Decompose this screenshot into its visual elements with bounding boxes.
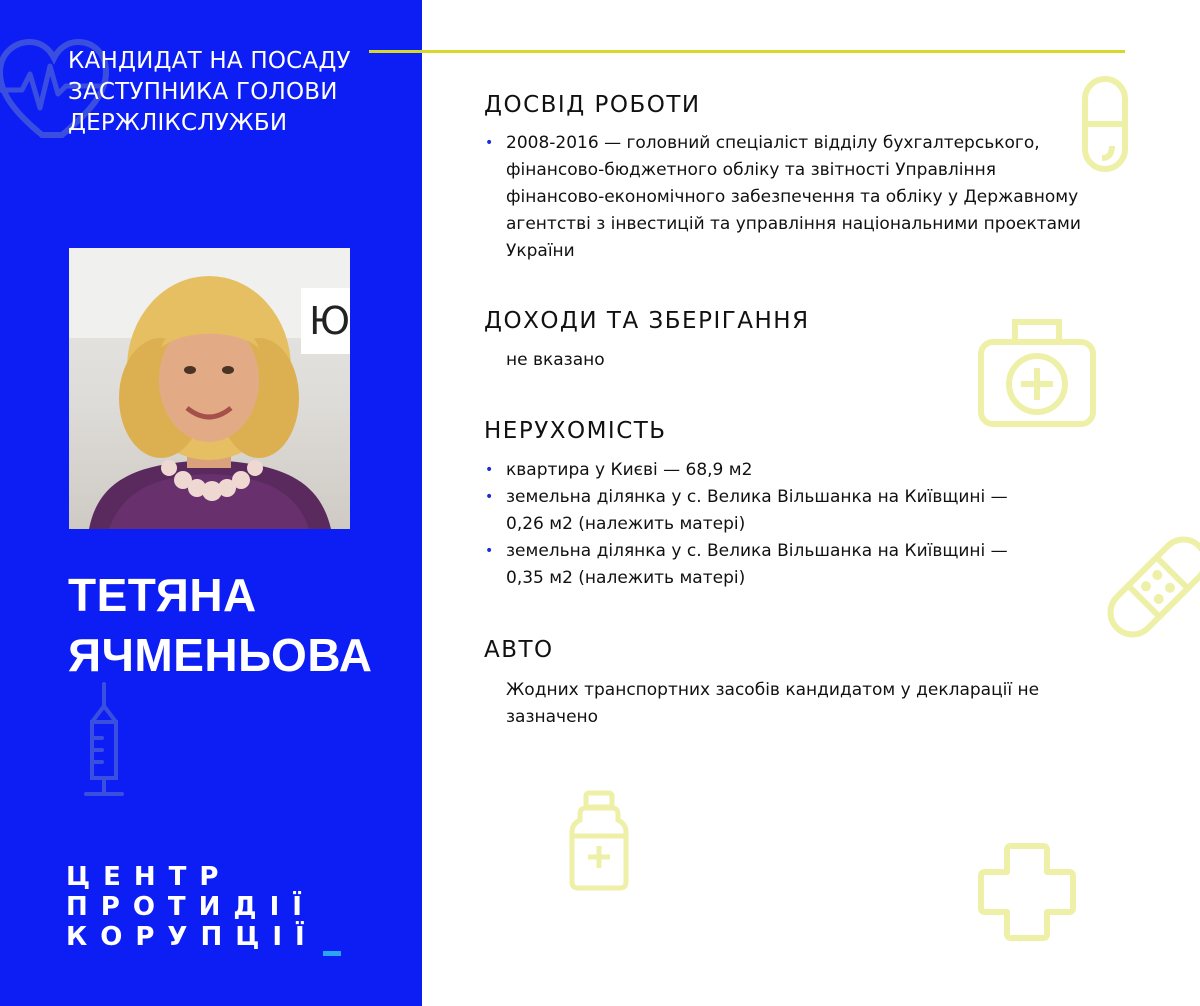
bandage-icon (1098, 532, 1200, 642)
list-item-line: 0,26 м2 (належить матері) (506, 514, 746, 534)
medicine-bottle-icon (568, 790, 630, 892)
income-heading: ДОХОДИ ТА ЗБЕРІГАННЯ (484, 308, 810, 334)
realty-heading: НЕРУХОМІСТЬ (484, 418, 667, 444)
pill-capsule-icon (1080, 74, 1130, 174)
income-line: не вказано (506, 350, 605, 370)
list-item-line: • 2008-2016 — головний спеціаліст відділу бухгалтерського, (506, 133, 1040, 153)
experience-list (484, 130, 1081, 265)
photo-sign-letter: Ю (309, 299, 350, 343)
auto-line: Жодних транспортних засобів кандидатом у декларації не (506, 680, 1040, 700)
sidebar (0, 0, 422, 1006)
list-item (484, 484, 1008, 538)
subtitle-line: КАНДИДАТ НА ПОСАДУ (68, 48, 351, 74)
list-item-line: агентстві з інвестицій та управління національними проектами (506, 214, 1081, 234)
auto-text (506, 677, 1039, 731)
list-item-line: 0,35 м2 (належить матері) (506, 568, 746, 588)
medical-cross-icon (975, 840, 1079, 944)
syringe-icon (78, 682, 130, 800)
candidate-name (68, 565, 418, 685)
income-text (506, 347, 605, 374)
name-line: ЯЧМЕНЬОВА (68, 629, 373, 681)
experience-heading: ДОСВІД РОБОТИ (484, 92, 701, 118)
candidate-position-title (68, 46, 408, 139)
logo-accent-dash (323, 951, 341, 956)
first-aid-kit-icon (975, 312, 1099, 430)
list-item (484, 130, 1081, 265)
list-item-line: фінансово-бюджетного обліку та звітності Управління (506, 160, 996, 180)
list-item-line: • земельна ділянка у с. Велика Вільшанка на Київщині — (506, 541, 1008, 561)
realty-list (484, 457, 1008, 592)
accent-line (369, 50, 1125, 53)
subtitle-line: ДЕРЖЛІКСЛУЖБИ (68, 110, 288, 136)
subtitle-line: ЗАСТУПНИКА ГОЛОВИ (68, 79, 338, 105)
logo-line: ПРОТИДІЇ (66, 892, 315, 922)
candidate-photo (69, 248, 350, 529)
list-item-line: України (506, 241, 575, 261)
name-line: ТЕТЯНА (68, 569, 257, 621)
list-item (484, 538, 1008, 592)
list-item-line: • квартира у Києві — 68,9 м2 (506, 460, 753, 480)
auto-heading: АВТО (484, 637, 554, 663)
list-item-line: • земельна ділянка у с. Велика Вільшанка на Київщині — (506, 487, 1008, 507)
logo-line: ЦЕНТР (66, 862, 232, 892)
center-logo (66, 862, 318, 952)
logo-line: КОРУПЦІЇ (66, 922, 318, 952)
list-item-line: фінансово-економічного забезпечення та обліку у Державному (506, 187, 1079, 207)
list-item (484, 457, 1008, 484)
auto-line: зазначено (506, 707, 599, 727)
